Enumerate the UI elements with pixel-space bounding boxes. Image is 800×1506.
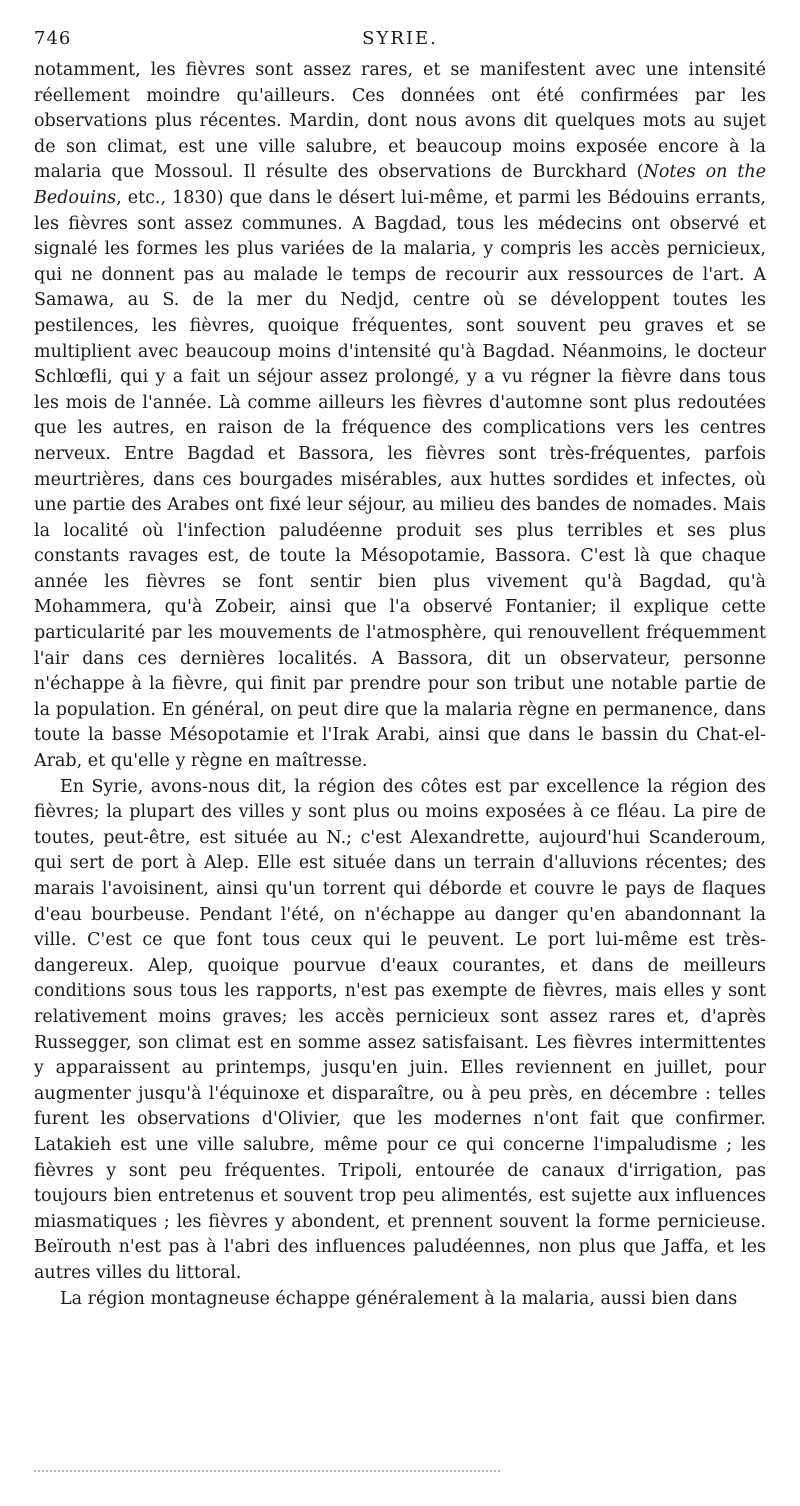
book-title-italic: Notes on the Bedouins — [34, 162, 766, 208]
running-title: SYRIE. — [362, 28, 438, 49]
page-number: 746 — [34, 28, 72, 49]
paragraph-3-text: La région montagneuse échappe généralement à la malaria, aussi bien dans — [60, 1288, 738, 1309]
paragraph-3 — [34, 1287, 766, 1313]
body-text — [34, 58, 766, 1312]
paragraph-1-text-b: , etc., 1830) que dans le désert lui-même, et parmi les Bédouins errants, les fièvres sont assez communes. A Bagdad, tous les médecins ont observé et signalé les formes les plus variées de la malaria, y compris les accès pernicieux, qui ne donnent pas au malade le temps de recourir aux ressources de l'art. A Samawa, au S. de la mer du Nedjd, centre où se développent toutes les pestilences, les fièvres, quoique fréquentes, sont souvent peu graves et se multiplient avec beaucoup moins d'intensité qu'à Bagdad. Néanmoins, le docteur Schlœfli, qui y a fait un séjour assez prolongé, y a vu régner la fièvre dans tous les mois de l'année. Là comme ailleurs les fièvres d'automne sont plus redoutées que les autres, en raison de la fréquence des complications vers les centres nerveux. Entre Bagdad et Bassora, les fièvres sont très-fréquentes, parfois meurtrières, dans ces bourgades misérables, aux huttes sordides et infectes, où une partie des Arabes ont fixé leur séjour, au milieu des bandes de nomades. Mais la localité où l'infection paludéenne produit ses plus terribles et ses plus constants ravages est, de toute la Mésopotamie, Bassora. C'est là que chaque année les fièvres se font sentir bien plus vivement qu'à Bagdad, qu'à Mohammera, qu'à Zobeir, ainsi que l'a observé Fontanier; il explique cette particularité par les mouvements de l'atmosphère, qui renouvellent fréquemment l'air dans ces dernières localités. A Bassora, dit un observateur, personne n'échappe à la fièvre, qui finit par prendre pour son tribut une notable partie de la population. En général, on peut dire que la malaria règne en permanence, dans toute la basse Mésopotamie et l'Irak Arabi, ainsi que dans le bassin du Chat-el-Arab, et qu'elle y règne en maîtresse. — [34, 187, 766, 772]
running-head — [34, 28, 766, 58]
book-page — [34, 28, 766, 1312]
paragraph-1 — [34, 58, 766, 775]
paragraph-2-text: En Syrie, avons-nous dit, la région des côtes est par excellence la région des fièvres; la plupart des villes y sont plus ou moins exposées à ce fléau. La pire de toutes, peut-être, est située au N.; c'est Alexandrette, aujourd'hui Scanderoum, qui sert de port à Alep. Elle est située dans un terrain d'alluvions récentes; des marais l'avoisinent, ainsi qu'un torrent qui déborde et couvre le pays de flaques d'eau bourbeuse. Pendant l'été, on n'échappe au danger qu'en abandonnant la ville. C'est ce que font tous ceux qui le peuvent. Le port lui-même est très-dangereux. Alep, quoique pourvue d'eaux courantes, et dans de meilleurs conditions sous tous les rapports, n'est pas exempte de fièvres, mais elles y sont relativement moins graves; les accès pernicieux sont assez rares et, d'après Russegger, son climat est en somme assez satisfaisant. Les fièvres intermittentes y apparaissent au printemps, jusqu'en juin. Elles reviennent en juillet, pour augmenter jusqu'à l'équinoxe et disparaître, ou à peu près, en décembre : telles furent les observations d'Olivier, que les modernes n'ont fait que confirmer. Latakieh est une ville salubre, même pour ce qui concerne l'impaludisme ; les fièvres y sont peu fréquentes. Tripoli, entourée de canaux d'irrigation, pas toujours bien entretenus et souvent trop peu alimentés, est sujette aux influences miasmatiques ; les fièvres y abondent, et prennent souvent la forme pernicieuse. Beïrouth n'est pas à l'abri des influences paludéennes, non plus que Jaffa, et les autres villes du littoral. — [34, 776, 766, 1283]
paragraph-1-text-a: notamment, les fièvres sont assez rares, et se manifestent avec une intensité réellement moindre qu'ailleurs. Ces données ont été confirmées par les observations plus récentes. Mardin, dont nous avons dit quelques mots au sujet de son climat, est une ville salubre, et beaucoup moins exposée encore à la malaria que Mossoul. Il résulte des observations de Burckhard ( — [34, 60, 766, 183]
paragraph-2 — [34, 775, 766, 1287]
footer-dotted-rule — [34, 1470, 500, 1472]
